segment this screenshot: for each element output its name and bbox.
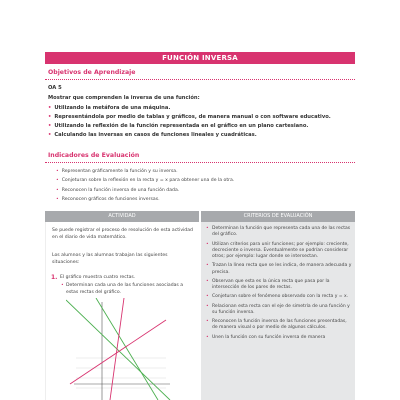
page-title: FUNCIÓN INVERSA: [45, 52, 355, 64]
list-item: • Conjeturan sobre la reflexión en la recta y = x para obtener una de la otra.: [56, 178, 235, 184]
list-item: • Trazan la línea recta que se les indica, de manera adecuada y precisa.: [206, 263, 352, 275]
activity-paragraph: Se puede registrar el proceso de resolución de esta actividad en el diario de vida matemático.: [52, 228, 193, 240]
line-green-1: [66, 300, 170, 400]
list-item: • Relacionan esta recta con el eje de simetría de una función y su función inversa.: [206, 303, 350, 315]
activity-sub-item: Determinan cada una de las funciones asociadas a estas rectas del gráfico.: [66, 283, 184, 295]
list-item: • Conjeturan sobre el fenómeno observado con la recta y = x.: [206, 294, 349, 300]
table-header-criterios: CRITERIOS DE EVALUACIÓN: [201, 211, 355, 222]
criteria-list: [206, 226, 352, 344]
list-item: • Determinan la función que representa cada una de las rectas del gráfico.: [206, 226, 351, 238]
line-magenta-2: [70, 320, 166, 384]
list-item: • Reconocen gráficos de funciones inversas.: [56, 197, 160, 203]
list-item: • Calculando las inversas en casos de funciones lineales y cuadráticas.: [48, 132, 257, 138]
oa-intro: Mostrar que comprenden la inversa de una función:: [48, 95, 200, 101]
indicadores-heading: Indicadores de Evaluación: [48, 152, 140, 159]
activity-item-number: 1.: [51, 274, 58, 281]
list-item: • Utilizando la reflexión de la función representada en el gráfico en un plano cartesiano.: [48, 123, 309, 129]
bullet-icon: •: [61, 283, 64, 288]
activity-paragraph: Los alumnos y las alumnas trabajan las siguientes situaciones:: [52, 253, 168, 265]
objetivos-divider: [45, 79, 355, 80]
line-green-2: [96, 298, 158, 400]
lines-graph: [66, 298, 176, 400]
activity-item-text: El gráfico muestra cuatro rectas.: [60, 274, 136, 280]
list-item: • Representándola por medio de tablas y gráficos, de manera manual o con software educativo.: [48, 114, 331, 120]
table-header-actividad: ACTIVIDAD: [45, 211, 199, 222]
objetivos-heading: Objetivos de Aprendizaje: [48, 69, 136, 76]
list-item: • Utilizando la metáfora de una máquina.: [48, 105, 171, 111]
list-item: • Representan gráficamente la función y su inversa.: [56, 169, 178, 174]
objetivos-list: [48, 104, 331, 140]
list-item: • Reconocen la función inversa de una función dada.: [56, 187, 180, 193]
list-item: • Reconocen la función inversa de las funciones presentadas, de manera visual o por medio de algunos cálculos.: [206, 319, 347, 331]
list-item: • Observan que esta es la única recta que pasa por la intersección de los pares de rectas.: [206, 278, 330, 291]
indicadores-list: [56, 167, 234, 205]
list-item: • Utilizan criterios para unir funciones; por ejemplo: creciente, decreciente o inversa. Eventualmente se podrían considerar otros; por ejemplo: lugar donde se intersectan.: [206, 241, 349, 260]
indicadores-divider: [45, 162, 355, 163]
oa-code: OA 5: [48, 85, 62, 91]
list-item: • Unen la función con su función inversa de manera: [206, 334, 326, 340]
